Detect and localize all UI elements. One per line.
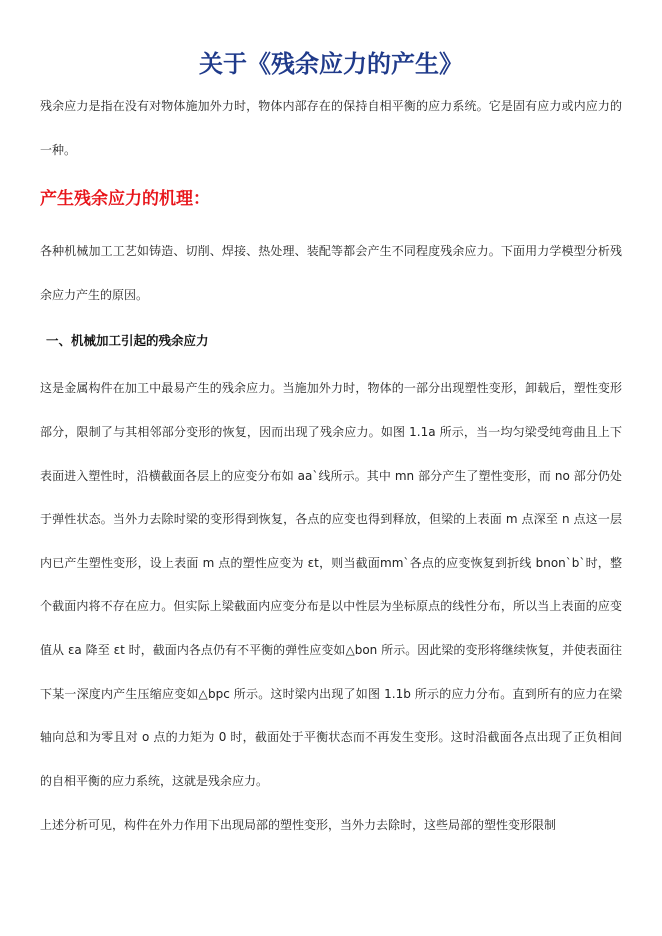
subsection-heading: 一、机械加工引起的残余应力 bbox=[46, 333, 209, 349]
section-heading: 产生残余应力的机理： bbox=[40, 189, 210, 210]
body-paragraph: 这是金属构件在加工中最易产生的残余应力。当施加外力时，物体的一部分出现塑性变形，卸载后，塑性变形部分，限制了与其相邻部分变形的恢复，因而出现了残余应力。如图 1.1a 所示，当一均匀梁受纯弯曲且上下表面进入塑性时，沿横截面各层上的应变分布如 aa`线所示。其中 mn 部分产生了塑性变形，而 no 部分仍处于弹性状态。当外力去除时梁的变形得到恢复，各点的应变也得到释放，但梁的上表面 m 点深至 n 点这一层内已产生塑性变形，设上表面 m 点的塑性应变为 εt，则当截面mm`各点的应变恢复到折线 bnon`b`时，整个截面内将不存在应力。但实际上梁截面内应变分布是以中性层为坐标原点的线性分布，所以当上表面的应变值从 εa 降至 εt 时，截面内各点仍有不平衡的弹性应变如△bon 所示。因此梁的变形将继续恢复，并使表面往下某一深度内产生压缩应变如△bpc 所示。这时梁内出现了如图 1.1b 所示的应力分布。直到所有的应力在梁轴向总和为零且对 o 点的力矩为 0 时，截面处于平衡状态而不再发生变形。这时沿截面各点出现了正负相间的自相平衡的应力系统，这就是残余应力。 bbox=[40, 381, 622, 788]
document-title: 关于《残余应力的产生》 bbox=[199, 50, 463, 78]
section-intro-paragraph: 各种机械加工工艺如铸造、切削、焊接、热处理、装配等都会产生不同程度残余应力。下面用力学模型分析残余应力产生的原因。 bbox=[40, 244, 622, 302]
intro-paragraph: 残余应力是指在没有对物体施加外力时，物体内部存在的保持自相平衡的应力系统。它是固有应力或内应力的一种。 bbox=[40, 99, 622, 157]
closing-paragraph: 上述分析可见，构件在外力作用下出现局部的塑性变形，当外力去除时，这些局部的塑性变形限制 bbox=[40, 818, 557, 833]
